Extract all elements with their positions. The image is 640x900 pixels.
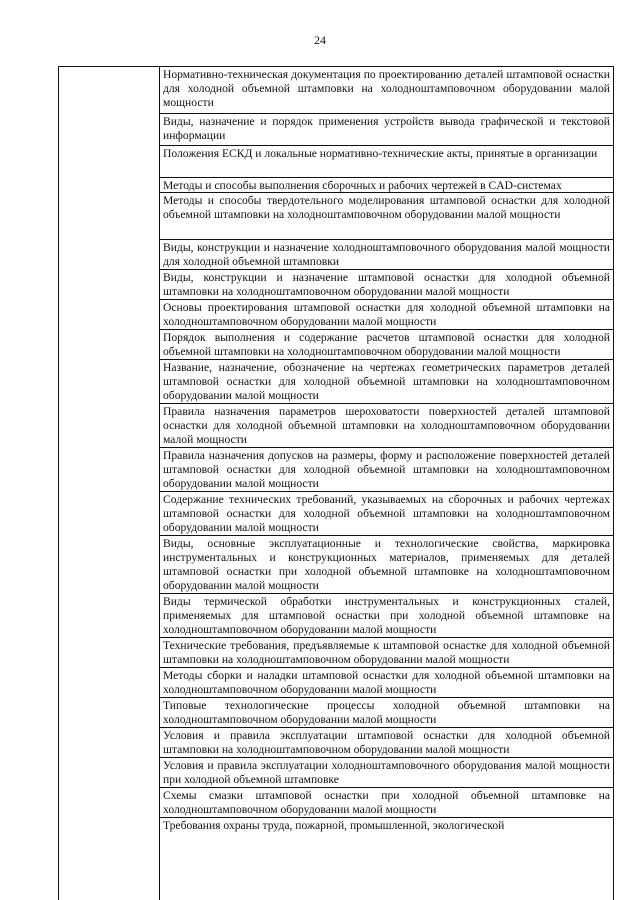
table-row: Содержание технических требований, указываемых на сборочных и рабочих чертежах штамповой оснастки для холодной объемной штамповки на холодноштамповочном оборудовании малой мощности <box>160 492 613 536</box>
table-left-column <box>59 67 160 900</box>
table-row: Методы и способы выполнения сборочных и рабочих чертежей в CAD-системах <box>160 178 613 193</box>
table-row: Типовые технологические процессы холодной объемной штамповки на холодноштамповочном оборудовании малой мощности <box>160 698 613 728</box>
table-row: Виды, конструкции и назначение холодноштамповочного оборудования малой мощности для холодной объемной штамповки <box>160 240 613 270</box>
table-row: Правила назначения допусков на размеры, форму и расположение поверхностей деталей штамповой оснастки для холодной объемной штамповки на холодноштамповочном оборудовании малой мощности <box>160 448 613 492</box>
table-row: Методы сборки и наладки штамповой оснастки для холодной объемной штамповки на холодноштамповочном оборудовании малой мощности <box>160 668 613 698</box>
page-number: 24 <box>314 33 326 47</box>
table-row: Основы проектирования штамповой оснастки для холодной объемной штамповки на холодноштамповочном оборудовании малой мощности <box>160 300 613 330</box>
table-row: Название, назначение, обозначение на чертежах геометрических параметров деталей штамповой оснастки для холодной объемной штамповки на холодноштамповочном оборудовании малой мощности <box>160 360 613 404</box>
table-row: Технические требования, предъявляемые к штамповой оснастке для холодной объемной штамповки на холодноштамповочном оборудовании малой мощности <box>160 638 613 668</box>
table-row: Условия и правила эксплуатации холодноштамповочного оборудования малой мощности при холодной объемной штамповке <box>160 758 613 788</box>
table-row: Виды, основные эксплуатационные и технологические свойства, маркировка инструментальных и конструкционных материалов, применяемых для деталей штамповой оснастки при холодной объемной штамповке на холодноштамповочном оборудовании малой мощности <box>160 536 613 594</box>
requirements-table <box>58 66 614 900</box>
table-right-column <box>160 67 613 848</box>
table-row: Схемы смазки штамповой оснастки при холодной объемной штамповке на холодноштамповочном оборудовании малой мощности <box>160 788 613 818</box>
table-row: Правила назначения параметров шероховатости поверхностей деталей штамповой оснастки для холодной объемной штамповки на холодноштамповочном оборудовании малой мощности <box>160 404 613 448</box>
table-row: Виды термической обработки инструментальных и конструкционных сталей, применяемых для штамповой оснастки при холодной объемной штамповке на холодноштамповочном оборудовании малой мощности <box>160 594 613 638</box>
table-row: Требования охраны труда, пожарной, промышленной, экологической <box>163 819 505 832</box>
table-row: Порядок выполнения и содержание расчетов штамповой оснастки для холодной объемной штамповки на холодноштамповочном оборудовании малой мощности <box>160 330 613 360</box>
table-row: Условия и правила эксплуатации штамповой оснастки для холодной объемной штамповки на холодноштамповочном оборудовании малой мощности <box>160 728 613 758</box>
table-row: Виды, конструкции и назначение штамповой оснастки для холодной объемной штамповки на холодноштамповочном оборудовании малой мощности <box>160 270 613 300</box>
table-row: Нормативно-техническая документация по проектированию деталей штамповой оснастки для холодной объемной штамповки на холодноштамповочном оборудовании малой мощности <box>160 67 613 114</box>
table-row: Виды, назначение и порядок применения устройств вывода графической и текстовой информации <box>160 114 613 146</box>
table-row: Методы и способы твердотельного моделирования штамповой оснастки для холодной объемной штамповки на холодноштамповочном оборудовании малой мощности <box>160 193 613 240</box>
table-row: Положения ЕСКД и локальные нормативно-технические акты, принятые в организации <box>160 146 613 178</box>
